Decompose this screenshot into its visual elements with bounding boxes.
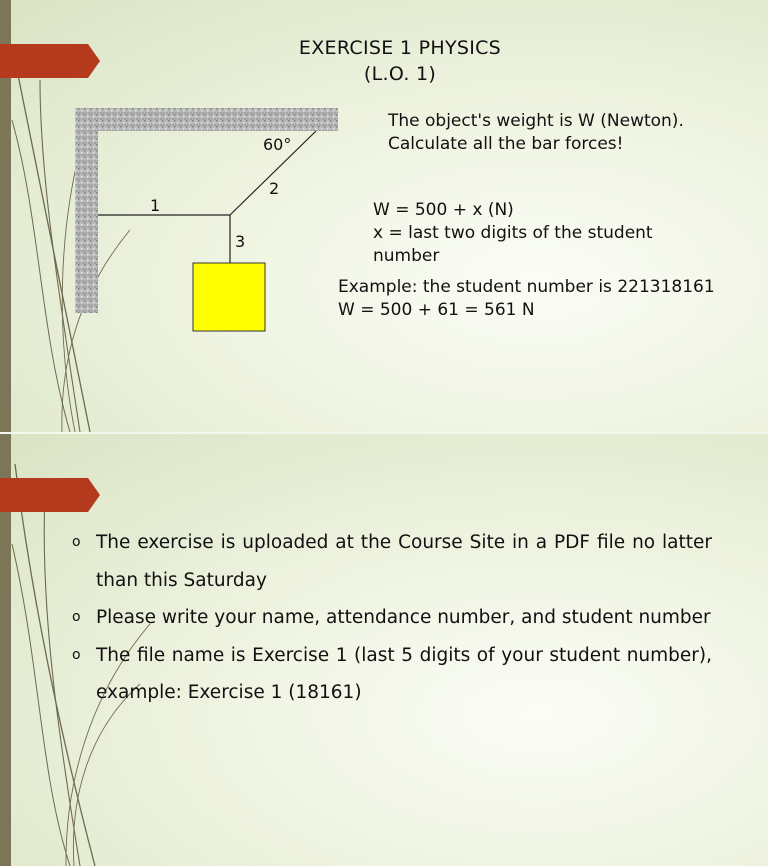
example-line-2: W = 500 + 61 = 561 N	[338, 300, 535, 320]
list-item	[72, 524, 712, 599]
wall-support	[75, 108, 98, 313]
example-line-1: Example: the student number is 221318161	[338, 277, 715, 297]
bullet-marker: o	[72, 646, 81, 663]
bullet-text: The file name is Exercise 1 (last 5 digits of your student number), example: Exercise 1 (18161)	[96, 644, 712, 703]
bar-3-label: 3	[235, 232, 246, 251]
list-item	[72, 599, 712, 637]
bullet-text: Please write your name, attendance number, and student number	[96, 607, 711, 628]
formula-line-1: W = 500 + x (N)	[373, 200, 514, 220]
accent-tab	[0, 478, 100, 512]
bar-1-label: 1	[150, 196, 161, 215]
slide-1	[0, 0, 768, 432]
slide-subtitle: (L.O. 1)	[363, 63, 437, 85]
formula-line-3: number	[373, 246, 440, 266]
ceiling-support	[75, 108, 338, 131]
bullet-text: The exercise is uploaded at the Course Site in a PDF file no latter than this Saturday	[96, 532, 712, 591]
truss-diagram	[0, 0, 345, 335]
formula-line-2: x = last two digits of the student	[373, 223, 653, 243]
bar-2-label: 2	[269, 179, 280, 198]
slide-title: EXERCISE 1 PHYSICS	[298, 37, 502, 59]
intro-text-line-2: Calculate all the bar forces!	[388, 134, 624, 154]
slide-2	[0, 434, 768, 866]
intro-text-line-1: The object's weight is W (Newton).	[388, 111, 684, 131]
bullet-marker: o	[72, 534, 81, 550]
angle-label: 60°	[263, 135, 292, 154]
instruction-list	[72, 524, 712, 712]
bullet-marker: o	[72, 609, 81, 625]
list-item	[72, 637, 712, 712]
weight-block	[193, 263, 265, 331]
